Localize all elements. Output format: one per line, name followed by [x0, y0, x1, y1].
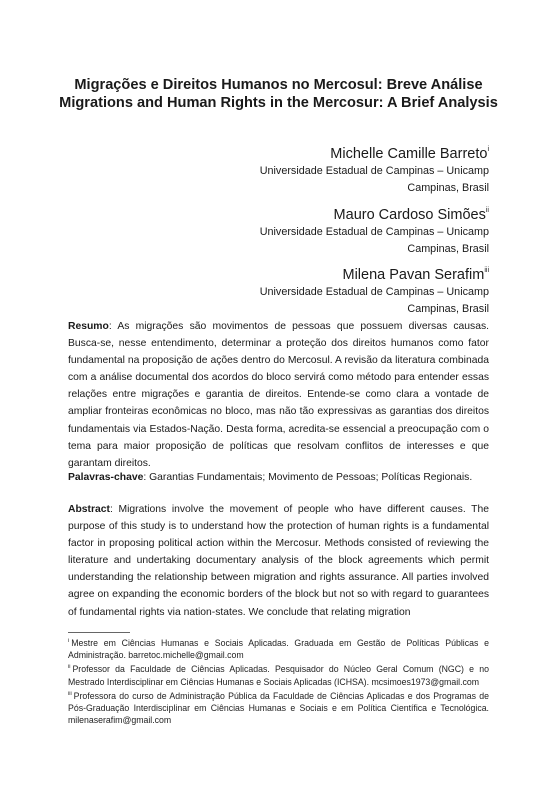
footnote-mark: iii: [68, 690, 72, 697]
footnote: [68, 635, 489, 661]
author-name: [189, 141, 489, 163]
author-name: [189, 202, 489, 224]
footnote: [68, 688, 489, 727]
title-portuguese: Migrações e Direitos Humanos no Mercosul: Breve Análise: [74, 77, 483, 93]
abstract-text: : Migrations involve the movement of people who have different causes. The purpose of this study is to understand how the protection of human rights is a fundamental factor in proposing political action within the Mercosur. Methods consisted of reviewing the literature and undertaking documentary analysis of the block agreements which permit understanding the relationship between migration and rights assurance. All parties involved agree on expanding the economic borders of the block but not so with regard to guarantees of fundamental rights via nation-states. We conclude that relating migration: [68, 504, 489, 618]
resumo-text: : As migrações são movimentos de pessoas que possuem diversas causas. Busca-se, nesse entendimento, determinar a proteção dos direitos humanos como fator fundamental na proposição de ações dentro do Mercosul. A revisão da literatura combinada com a análise documental dos acordos do bloco servirá como método para entender essas relações entre migrações e garantia de direitos. Entende-se como clara a vontade de ampliar fronteiras econômicas no bloco, mas não tão expressivas as garantias dos direitos fundamentais via Estados-Nação. Desta forma, acredita-se essencial a preocupação com o tema para maior proposição de políticas que resolvam conflitos de interesses e que garantam direitos.: [68, 321, 489, 469]
author-affiliation: Universidade Estadual de Campinas – Unicamp: [259, 286, 489, 298]
footnote: [68, 661, 489, 687]
resumo-paragraph: [68, 318, 489, 472]
keywords-label: Palavras-chave: [68, 472, 144, 483]
author-block: [189, 202, 489, 258]
author-affiliation: Universidade Estadual de Campinas – Unicamp: [259, 165, 489, 177]
footnote-mark: i: [487, 146, 489, 153]
footnote-text: Professor da Faculdade de Ciências Aplicadas. Pesquisador do Núcleo Geral Comum (NGC) e no Mestrado Interdisciplinar em Ciências Humanas e Sociais Aplicadas (ICHSA). mcsimoes1973@gmail.com: [68, 664, 489, 687]
author-city: Campinas, Brasil: [407, 182, 489, 194]
footnote-mark: i: [68, 638, 70, 644]
footnote-text: Professora do curso de Administração Pública da Faculdade de Ciências Aplicadas e dos Programas de Pós-Graduação Interdisciplinar em Ciências Humanas e Sociais e em Política Científica e Tecnológica. milenaserafim@gmail.com: [68, 690, 489, 726]
footnote-divider: [68, 632, 130, 633]
author-city: Campinas, Brasil: [407, 243, 489, 255]
footnotes: [68, 635, 489, 726]
footnote-mark: ii: [68, 664, 71, 671]
author-city: Campinas, Brasil: [407, 303, 489, 315]
author-block: [189, 141, 489, 197]
author-name: [189, 262, 489, 284]
keywords-text: : Garantias Fundamentais; Movimento de Pessoas; Políticas Regionais.: [143, 472, 473, 483]
abstract-label: Abstract: [68, 504, 110, 515]
footnote-mark: ii: [485, 207, 489, 214]
author-name-text: Michelle Camille Barreto: [330, 146, 488, 162]
author-name-text: Mauro Cardoso Simões: [333, 207, 486, 223]
footnote-mark: iii: [484, 267, 489, 274]
footnote-text: Mestre em Ciências Humanas e Sociais Aplicadas. Graduada em Gestão de Políticas Públicas e Administração. barretoc.michelle@gmail.com: [68, 638, 489, 661]
abstract-paragraph: [68, 501, 489, 621]
author-name-text: Milena Pavan Serafim: [342, 267, 485, 283]
author-block: [189, 262, 489, 318]
title-english: Migrations and Human Rights in the Mercosur: A Brief Analysis: [59, 95, 498, 111]
resumo-label: Resumo: [68, 321, 109, 332]
keywords-paragraph: [68, 469, 489, 486]
author-affiliation: Universidade Estadual de Campinas – Unicamp: [259, 226, 489, 238]
